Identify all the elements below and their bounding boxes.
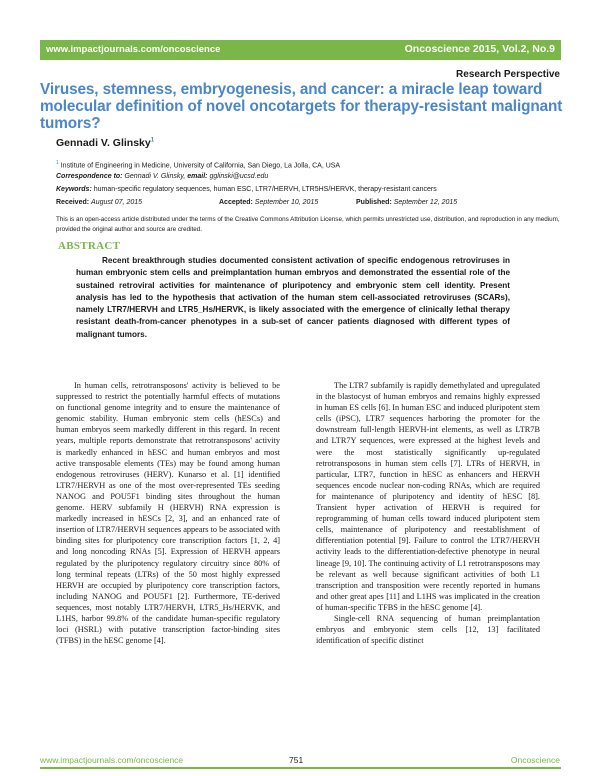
license-notice: This is an open-access article distributed under the terms of the Creative Commons Attribution License, which permits unrestricted use, distribution, and reproduction in any medium, provided the original author and source are credited.	[56, 216, 560, 233]
article-type: Research Perspective	[456, 69, 560, 80]
footer-journal-name: Oncoscience	[510, 755, 560, 765]
header-journal-citation: Oncoscience 2015, Vol.2, No.9	[404, 43, 555, 55]
body-column-left	[56, 380, 280, 646]
body-paragraph: Single-cell RNA sequencing of human preimplantation embryos and embryonic stem cells [12, 13] facilitated identification of specific distinct	[316, 613, 540, 646]
correspondence-label: Correspondence to:	[56, 173, 123, 180]
published-label: Published:	[356, 199, 392, 206]
body-paragraph: In human cells, retrotransposons' activity is believed to be suppressed to restrict the potentially harmful effects of mutations on functional genome integrity and to ensure the maintenance of genomic stability. Human embryonic stem cells (hESCs) and human embryos seem markedly different in this regard. In recent years, multiple reports demonstrate that retrotransposons' activity is markedly enhanced in hESC and human embryos and most active transposable elements (TEs) may be found among human endogenous retroviruses (HERV). Kunarso et al. [1] identified LTR7/HERVH as one of the most over-represented TEs seeding NANOG and POU5F1 binding sites throughout the human genome. HERV subfamily H (HERVH) RNA expression is markedly increased in hESCs [2, 3], and an enhanced rate of insertion of LTR7/HERVH sequences appears to be associated with binding sites for pluripotency core transcription factors [1, 2, 4] and long noncoding RNAs [5]. Expression of HERVH appears regulated by the pluripotency regulatory circuitry since 80% of long terminal repeats (LTRs) of the 50 most highly expressed HERVH are occupied by pluripotency core transcription factors, including NANOG and POU5F1 [2]. Furthermore, TE-derived sequences, most notably LTR7/HERVH, LTR5_Hs/HERVK, and L1HS, harbor 99.8% of the candidate human-specific regulatory loci (HSRL) with putative transcription factor-binding sites (TFBS) in the hESC genome [4].	[56, 381, 280, 646]
received-date: August 07, 2015	[91, 199, 143, 206]
author-name: Gennadi V. Glinsky	[56, 137, 151, 149]
body-paragraph: The LTR7 subfamily is rapidly demethylated and upregulated in the blastocyst of human embryos and remains highly expressed in human ES cells [6]. In human ESC and induced pluripotent stem cells (iPSC), LTR7 sequences harboring the promoter for the downstream full-length HERVH-int elements, as well as LTR7B and LTR7Y sequences, were expressed at the highest levels and were the most statistically significantly up-regulated retrotransposons in human stem cells [7]. LTRs of HERVH, in particular, LTR7, function in hESC as enhancers and HERVH sequences encode nuclear non-coding RNAs, which are required for maintenance of pluripotency and identity of hESC [8]. Transient hyper activation of HERVH is required for reprogramming of human cells toward induced pluripotent stem cells, maintenance of pluripotency and reestablishment of differentiation potential [9]. Failure to control the LTR7/HERVH activity leads to the differentiation-defective phenotype in neural lineage [9, 10]. The continuing activity of L1 retrotransposons may be relevant as well because significant activities of both L1 transcription and transposition were recently reported in humans and other great apes [11] and L1HS was implicated in the creation of human-specific TFBS in the hESC genome [4].	[316, 381, 540, 612]
accepted-date: September 10, 2015	[254, 199, 319, 206]
keywords-label: Keywords:	[56, 186, 92, 193]
received-label: Received:	[56, 199, 90, 206]
email-label: email:	[187, 173, 208, 180]
published-date: September 12, 2015	[393, 199, 458, 206]
affiliation	[56, 158, 561, 171]
page-number: 751	[289, 755, 304, 765]
article-dates	[56, 198, 561, 208]
header-site-link[interactable]: www.impactjournals.com/oncoscience	[46, 44, 221, 55]
keywords-text: human-specific regulatory sequences, human ESC, LTR7/HERVH, LTR5HS/HERVK, therapy-resistant cancers	[93, 186, 437, 193]
correspondence	[56, 172, 561, 182]
journal-header-bar	[40, 40, 561, 60]
accepted-label: Accepted:	[219, 199, 253, 206]
abstract-text: Recent breakthrough studies documented consistent activation of specific endogenous retroviruses in human embryonic stem cells and preimplantation human embryos and demonstrated the essential role of the sustained retroviral activities for maintenance of pluripotency and embryonic stem cell identity. Present analysis has led to the hypothesis that activation of the human stem cell-associated retroviruses (SCARs), namely LTR7/HERVH and LTR5_Hs/HERVK, is likely associated with the emergence of clinically lethal therapy resistant death-from-cancer phenotypes in a sub-set of cancer patients diagnosed with different types of malignant tumors.	[76, 256, 510, 339]
footer-divider	[40, 767, 561, 769]
footer-site-link[interactable]: www.impactjournals.com/oncoscience	[40, 755, 184, 765]
correspondence-name: Gennadi V. Glinsky,	[124, 173, 186, 180]
keywords	[56, 185, 561, 195]
author-line	[56, 137, 154, 149]
body-column-right	[316, 380, 540, 646]
article-title: Viruses, stemness, embryogenesis, and cancer: a miracle leap toward molecular definition of novel oncotargets for therapy-resistant malignant tumors?	[40, 81, 563, 132]
abstract-heading: ABSTRACT	[58, 240, 121, 252]
affiliation-text: Institute of Engineering in Medicine, University of California, San Diego, La Jolla, CA, USA	[60, 162, 341, 170]
correspondence-email[interactable]: gglinski@ucsd.edu	[209, 173, 269, 180]
affiliation-marker: 1	[56, 160, 59, 166]
author-affiliation-marker: 1	[150, 137, 155, 144]
